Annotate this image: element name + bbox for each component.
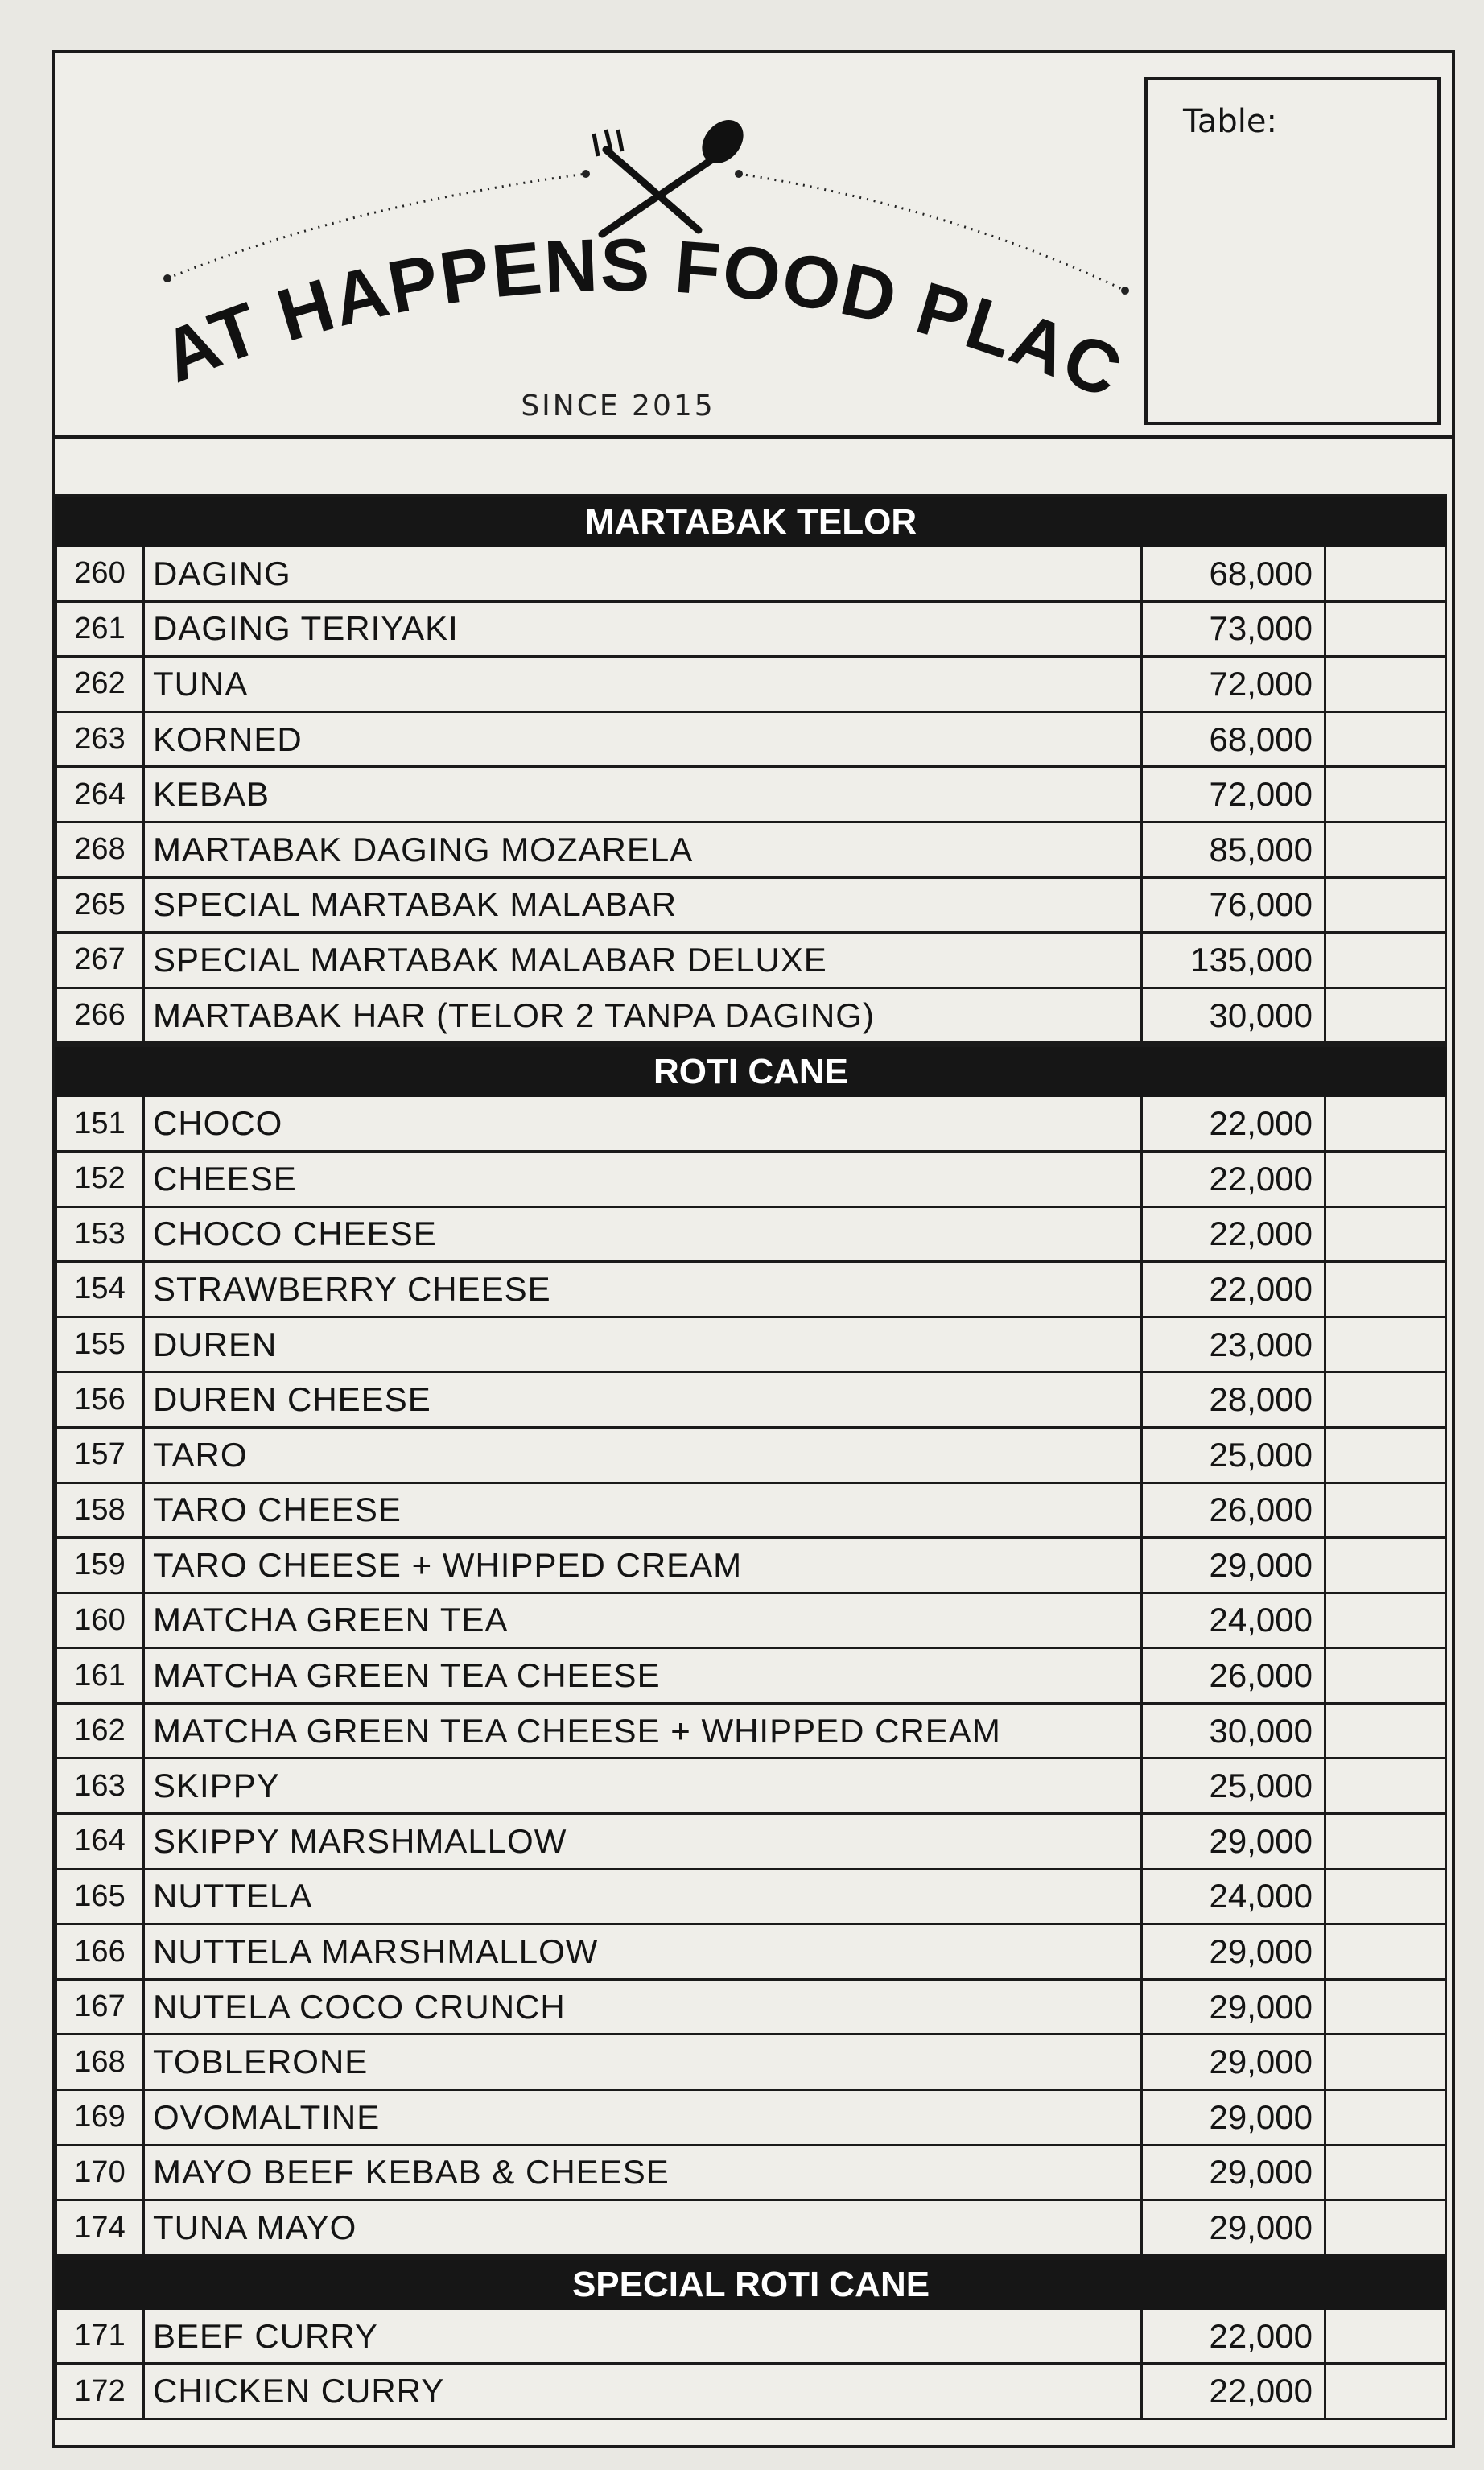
quantity-cell[interactable] [1326,879,1447,932]
quantity-cell[interactable] [1326,658,1447,711]
item-name: DAGING TERIYAKI [145,603,1143,656]
quantity-cell[interactable] [1326,1263,1447,1316]
item-name: MATCHA GREEN TEA CHEESE [145,1649,1143,1702]
item-price: 22,000 [1143,1153,1326,1206]
item-name: CHICKEN CURRY [145,2365,1143,2418]
menu-item-row [55,1815,1447,1870]
item-price: 85,000 [1143,823,1326,876]
quantity-cell[interactable] [1326,603,1447,656]
menu-item-row [55,2146,1447,2202]
quantity-cell[interactable] [1326,768,1447,821]
item-code: 169 [55,2091,145,2144]
item-name: SPECIAL MARTABAK MALABAR [145,879,1143,932]
item-code: 162 [55,1705,145,1758]
menu-item-row [55,934,1447,989]
menu-item-row [55,1429,1447,1484]
menu-item-row [55,713,1447,769]
item-code: 165 [55,1870,145,1924]
quantity-cell[interactable] [1326,1318,1447,1371]
item-name: SKIPPY MARSHMALLOW [145,1815,1143,1868]
menu-item-row [55,1373,1447,1429]
menu-item-row [55,1870,1447,1926]
menu-header [55,53,1452,439]
fork-spoon-icon [594,112,752,234]
quantity-cell[interactable] [1326,989,1447,1042]
quantity-cell[interactable] [1326,2365,1447,2418]
item-name: MAYO BEEF KEBAB & CHEESE [145,2146,1143,2200]
menu-item-row [55,1759,1447,1815]
quantity-cell[interactable] [1326,934,1447,987]
item-price: 29,000 [1143,2091,1326,2144]
item-code: 161 [55,1649,145,1702]
quantity-cell[interactable] [1326,2035,1447,2089]
item-price: 25,000 [1143,1759,1326,1812]
quantity-cell[interactable] [1326,1208,1447,1261]
menu-item-row [55,2310,1447,2365]
menu-item-row [55,1208,1447,1264]
menu-item-row [55,1981,1447,2036]
item-code: 172 [55,2365,145,2418]
item-code: 261 [55,603,145,656]
item-code: 170 [55,2146,145,2200]
item-name: KEBAB [145,768,1143,821]
item-price: 22,000 [1143,1208,1326,1261]
item-price: 29,000 [1143,1925,1326,1978]
item-name: TOBLERONE [145,2035,1143,2089]
item-name: MARTABAK DAGING MOZARELA [145,823,1143,876]
menu-item-row [55,1925,1447,1981]
menu-item-row [55,1484,1447,1540]
item-price: 22,000 [1143,2310,1326,2363]
quantity-cell[interactable] [1326,2201,1447,2254]
item-name: MATCHA GREEN TEA CHEESE + WHIPPED CREAM [145,1705,1143,1758]
item-code: 264 [55,768,145,821]
since-label: SINCE 2015 [521,390,715,423]
menu-item-row [55,603,1447,658]
quantity-cell[interactable] [1326,2091,1447,2144]
item-name: OVOMALTINE [145,2091,1143,2144]
restaurant-name: AT HAPPENS FOOD PLAC [150,224,1134,414]
menu-item-row [55,1539,1447,1594]
item-code: 267 [55,934,145,987]
menu-item-row [55,823,1447,879]
section-header: ROTI CANE [55,1044,1447,1097]
item-price: 29,000 [1143,1539,1326,1592]
item-price: 24,000 [1143,1870,1326,1924]
item-price: 76,000 [1143,879,1326,932]
item-name: DUREN CHEESE [145,1373,1143,1426]
menu-item-row [55,2365,1447,2420]
item-code: 167 [55,1981,145,2034]
item-name: TUNA MAYO [145,2201,1143,2254]
item-code: 151 [55,1097,145,1150]
quantity-cell[interactable] [1326,1594,1447,1647]
item-code: 262 [55,658,145,711]
table-number-box [1144,77,1441,425]
item-name: MARTABAK HAR (TELOR 2 TANPA DAGING) [145,989,1143,1042]
item-code: 171 [55,2310,145,2363]
quantity-cell[interactable] [1326,1981,1447,2034]
item-code: 168 [55,2035,145,2089]
menu-item-row [55,768,1447,823]
item-code: 266 [55,989,145,1042]
menu-item-row [55,1263,1447,1318]
item-name: MATCHA GREEN TEA [145,1594,1143,1647]
item-name: NUTTELA [145,1870,1143,1924]
quantity-cell[interactable] [1326,2146,1447,2200]
item-name: CHOCO CHEESE [145,1208,1143,1261]
item-price: 135,000 [1143,934,1326,987]
item-price: 22,000 [1143,1263,1326,1316]
menu-item-row [55,658,1447,713]
item-price: 68,000 [1143,713,1326,766]
quantity-cell[interactable] [1326,1705,1447,1758]
item-code: 159 [55,1539,145,1592]
item-code: 157 [55,1429,145,1482]
item-price: 30,000 [1143,1705,1326,1758]
quantity-cell[interactable] [1326,2310,1447,2363]
menu-table [55,494,1447,2420]
item-price: 29,000 [1143,1981,1326,2034]
item-name: CHEESE [145,1153,1143,1206]
item-price: 23,000 [1143,1318,1326,1371]
restaurant-logo [103,85,1149,431]
quantity-cell[interactable] [1326,1649,1447,1702]
item-price: 22,000 [1143,2365,1326,2418]
item-name: TARO CHEESE [145,1484,1143,1537]
item-code: 155 [55,1318,145,1371]
quantity-cell[interactable] [1326,823,1447,876]
item-name: SKIPPY [145,1759,1143,1812]
item-price: 29,000 [1143,2035,1326,2089]
item-name: BEEF CURRY [145,2310,1143,2363]
item-price: 24,000 [1143,1594,1326,1647]
quantity-cell[interactable] [1326,1153,1447,1206]
quantity-cell[interactable] [1326,1815,1447,1868]
table-label: Table: [1183,103,1277,140]
menu-item-row [55,879,1447,934]
item-name: TARO CHEESE + WHIPPED CREAM [145,1539,1143,1592]
item-code: 154 [55,1263,145,1316]
quantity-cell[interactable] [1326,1429,1447,1482]
menu-item-row [55,2035,1447,2091]
menu-item-row [55,1097,1447,1153]
menu-item-row [55,989,1447,1045]
item-price: 29,000 [1143,2146,1326,2200]
item-code: 174 [55,2201,145,2254]
item-name: DUREN [145,1318,1143,1371]
item-price: 28,000 [1143,1373,1326,1426]
menu-item-row [55,1153,1447,1208]
item-name: CHOCO [145,1097,1143,1150]
quantity-cell[interactable] [1326,713,1447,766]
item-code: 156 [55,1373,145,1426]
item-code: 160 [55,1594,145,1647]
item-code: 260 [55,547,145,600]
item-code: 166 [55,1925,145,1978]
quantity-cell[interactable] [1326,1484,1447,1537]
item-name: KORNED [145,713,1143,766]
item-price: 68,000 [1143,547,1326,600]
item-code: 152 [55,1153,145,1206]
menu-item-row [55,2201,1447,2257]
item-code: 263 [55,713,145,766]
item-name: TARO [145,1429,1143,1482]
quantity-cell[interactable] [1326,1759,1447,1812]
quantity-cell[interactable] [1326,1097,1447,1150]
item-price: 73,000 [1143,603,1326,656]
item-name: SPECIAL MARTABAK MALABAR DELUXE [145,934,1143,987]
item-code: 158 [55,1484,145,1537]
item-code: 153 [55,1208,145,1261]
item-name: NUTTELA MARSHMALLOW [145,1925,1143,1978]
menu-item-row [55,1318,1447,1374]
item-name: NUTELA COCO CRUNCH [145,1981,1143,2034]
menu-item-row [55,1705,1447,1760]
item-price: 72,000 [1143,658,1326,711]
menu-item-row [55,1649,1447,1705]
quantity-cell[interactable] [1326,1539,1447,1592]
item-name: TUNA [145,658,1143,711]
quantity-cell[interactable] [1326,1925,1447,1978]
item-price: 25,000 [1143,1429,1326,1482]
item-price: 26,000 [1143,1484,1326,1537]
menu-item-row [55,1594,1447,1650]
item-code: 163 [55,1759,145,1812]
menu-item-row [55,2091,1447,2146]
quantity-cell[interactable] [1326,1373,1447,1426]
quantity-cell[interactable] [1326,547,1447,600]
quantity-cell[interactable] [1326,1870,1447,1924]
item-price: 22,000 [1143,1097,1326,1150]
item-code: 265 [55,879,145,932]
item-code: 164 [55,1815,145,1868]
menu-item-row [55,547,1447,603]
item-price: 30,000 [1143,989,1326,1042]
section-header: MARTABAK TELOR [55,494,1447,547]
item-price: 72,000 [1143,768,1326,821]
item-name: STRAWBERRY CHEESE [145,1263,1143,1316]
item-name: DAGING [145,547,1143,600]
item-price: 29,000 [1143,2201,1326,2254]
item-code: 268 [55,823,145,876]
item-price: 26,000 [1143,1649,1326,1702]
section-header: SPECIAL ROTI CANE [55,2257,1447,2310]
item-price: 29,000 [1143,1815,1326,1868]
